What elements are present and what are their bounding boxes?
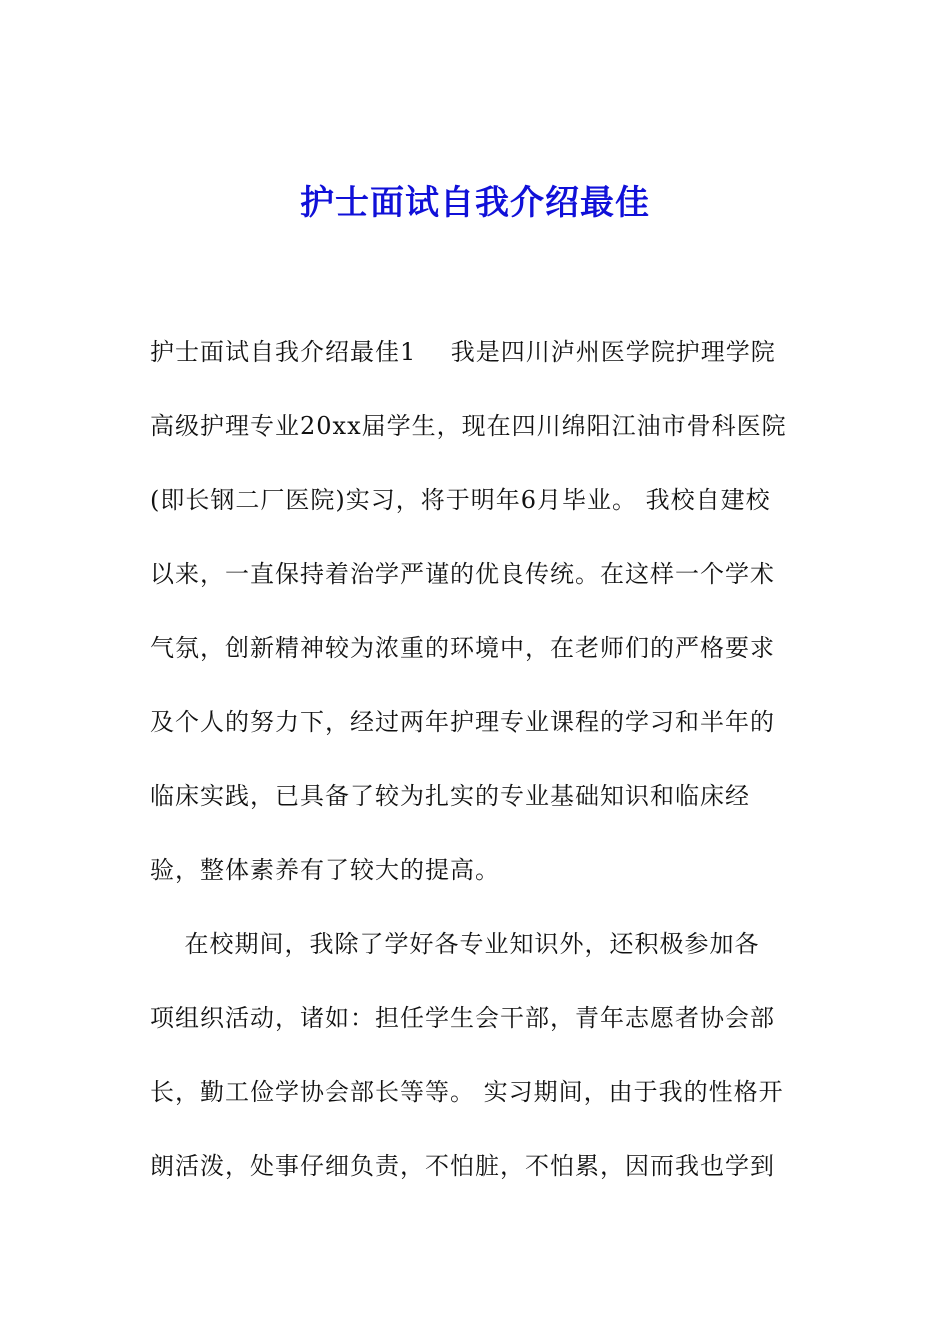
body-line: 以来，一直保持着治学严谨的优良传统。在这样一个学术 <box>150 560 775 588</box>
body-line: (即长钢二厂医院)实习，将于明年6月毕业。 我校自建校 <box>150 486 771 514</box>
body-line: 气氛，创新精神较为浓重的环境中，在老师们的严格要求 <box>150 634 775 662</box>
body-line: 朗活泼，处事仔细负责，不怕脏，不怕累，因而我也学到 <box>150 1152 775 1180</box>
document-title: 护士面试自我介绍最佳 <box>300 183 650 223</box>
body-line: 在校期间，我除了学好各专业知识外，还积极参加各 <box>150 930 760 958</box>
body-line: 高级护理专业20xx届学生，现在四川绵阳江油市骨科医院 <box>150 412 787 440</box>
body-line: 项组织活动，诸如：担任学生会干部，青年志愿者协会部 <box>150 1004 775 1032</box>
body-line: 及个人的努力下，经过两年护理专业课程的学习和半年的 <box>150 708 775 736</box>
body-line: 护士面试自我介绍最佳1 我是四川泸州医学院护理学院 <box>150 338 776 366</box>
body-line: 长，勤工俭学协会部长等等。 实习期间，由于我的性格开 <box>150 1078 784 1106</box>
body-line: 临床实践，已具备了较为扎实的专业基础知识和临床经 <box>150 782 750 810</box>
body-line: 验，整体素养有了较大的提高。 <box>150 856 500 884</box>
